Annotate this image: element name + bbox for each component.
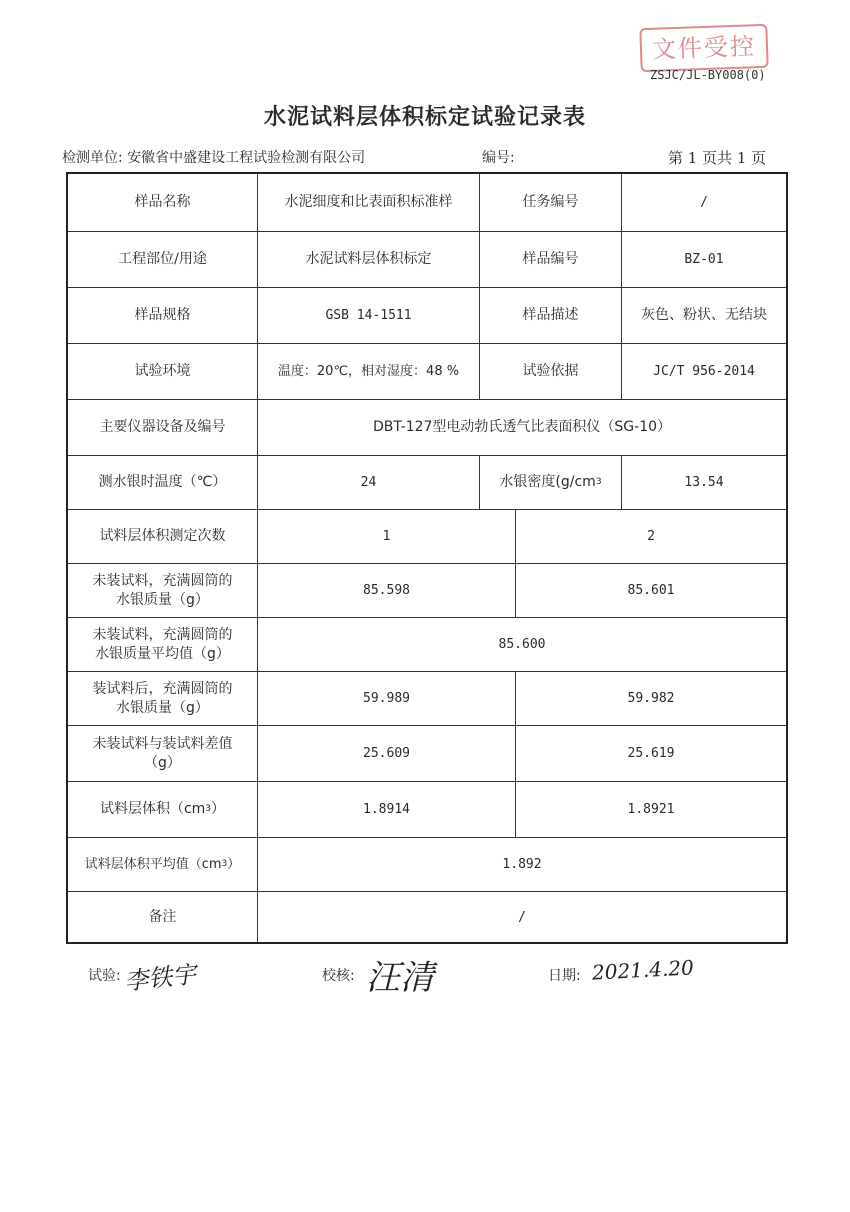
- empty-mass-label: 未装试料，充满圆筒的 水银质量（g）: [68, 564, 258, 618]
- loaded-mass-2: 59.982: [516, 672, 786, 726]
- temp-label: 测水银时温度（℃）: [68, 456, 258, 510]
- diff-1: 25.609: [258, 726, 516, 782]
- sample-name-label: 样品名称: [68, 174, 258, 232]
- record-table: [66, 172, 788, 944]
- checker-signature: 汪清: [366, 958, 434, 998]
- count-label: 试料层体积测定次数: [68, 510, 258, 564]
- density-label: 水银密度(g/cm 3: [480, 456, 622, 510]
- part-value: 水泥试料层体积标定: [258, 232, 480, 288]
- remark-value: /: [518, 909, 526, 925]
- empty-avg-value: 85.600: [258, 618, 786, 672]
- volume-avg-value: 1.892: [258, 838, 786, 892]
- instrument-value: DBT-127型电动勃氏透气比表面积仪（SG-10）: [258, 400, 786, 456]
- date-label: 日期:: [548, 968, 581, 984]
- testing-unit: [62, 147, 365, 167]
- volume-label: 试料层体积（cm 3 ）: [68, 782, 258, 838]
- loaded-mass-1: 59.989: [258, 672, 516, 726]
- testing-unit-label: 检测单位:: [62, 150, 123, 166]
- volume-avg-label: 试料层体积平均值（cm 3 ）: [68, 838, 258, 892]
- document-control-stamp: 文件受控: [639, 24, 768, 72]
- count-1: 1: [258, 510, 516, 564]
- page-title: 水泥试料层体积标定试验记录表: [263, 104, 586, 130]
- desc-label: 样品描述: [480, 288, 622, 344]
- remark-label: 备注: [68, 892, 258, 942]
- volume-2: 1.8921: [516, 782, 786, 838]
- env-value: 温度：20℃，相对湿度：48 %: [258, 344, 480, 400]
- density-value: 13.54: [622, 456, 786, 510]
- instrument-label: 主要仪器设备及编号: [68, 400, 258, 456]
- volume-1: 1.8914: [258, 782, 516, 838]
- checker-label: 校核:: [322, 968, 355, 984]
- task-no-value: /: [622, 174, 786, 232]
- env-label: 试验环境: [68, 344, 258, 400]
- number-label: 编号:: [482, 150, 515, 166]
- temp-value: 24: [258, 456, 480, 510]
- task-no-label: 任务编号: [480, 174, 622, 232]
- desc-value: 灰色、粉状、无结块: [622, 288, 786, 344]
- testing-unit-value: 安徽省中盛建设工程试验检测有限公司: [127, 150, 366, 166]
- diff-2: 25.619: [516, 726, 786, 782]
- spec-value: GSB 14-1511: [258, 288, 480, 344]
- empty-mass-1: 85.598: [258, 564, 516, 618]
- tester-label: 试验:: [88, 968, 121, 984]
- sample-no-label: 样品编号: [480, 232, 622, 288]
- diff-label: 未装试料与装试料差值 （g）: [68, 726, 258, 782]
- empty-avg-label: 未装试料，充满圆筒的 水银质量平均值（g）: [68, 618, 258, 672]
- empty-mass-2: 85.601: [516, 564, 786, 618]
- spec-label: 样品规格: [68, 288, 258, 344]
- sample-no-value: BZ-01: [622, 232, 786, 288]
- part-label: 工程部位/用途: [68, 232, 258, 288]
- page-info: 第 1 页共 1 页: [668, 149, 767, 167]
- date-value: 2021.4.20: [591, 955, 695, 985]
- tester-signature: 李铁宇: [122, 960, 198, 996]
- loaded-mass-label: 装试料后，充满圆筒的 水银质量（g）: [68, 672, 258, 726]
- basis-value: JC/T 956-2014: [622, 344, 786, 400]
- count-2: 2: [516, 510, 786, 564]
- document-number: ZSJC/JL-BY008(0): [650, 68, 766, 82]
- sample-name-value: 水泥细度和比表面积标准样: [258, 174, 480, 232]
- basis-label: 试验依据: [480, 344, 622, 400]
